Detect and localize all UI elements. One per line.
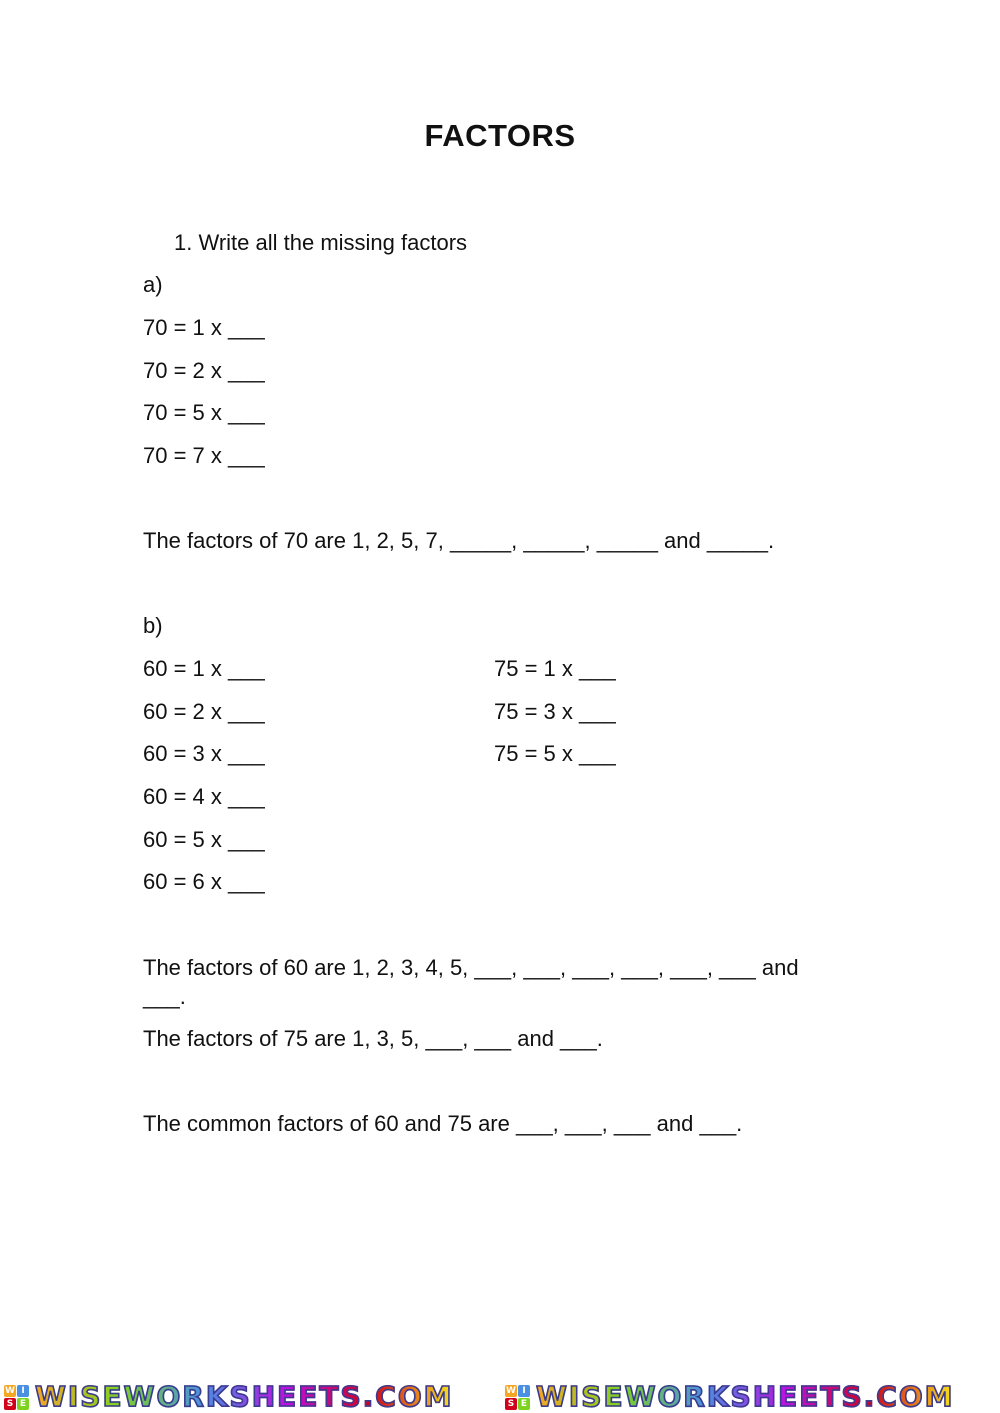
equation-60-5[interactable]: 60 = 5 x ___ [143,827,265,852]
equation-75-3[interactable]: 75 = 3 x ___ [494,699,616,724]
logo-mark-icon [505,1385,530,1410]
logo-mark-letter: I [518,1385,530,1397]
equation-75-1[interactable]: 75 = 1 x ___ [494,656,616,681]
logo-mark-icon [4,1385,29,1410]
equation-60-3[interactable]: 60 = 3 x ___ [143,741,265,766]
logo-mark-letter: E [518,1398,530,1410]
logo-text: WISEWORKSHEETS.COM [536,1380,955,1413]
factors-70-summary[interactable]: The factors of 70 are 1, 2, 5, 7, _____, _____, _____ and _____. [143,528,775,553]
part-a-label: a) [143,272,163,297]
logo-mark-letter: E [17,1398,29,1410]
logo-mark-letter: S [4,1398,16,1410]
factors-75-summary[interactable]: The factors of 75 are 1, 3, 5, ___, ___ and ___. [143,1026,603,1051]
instruction: 1. Write all the missing factors [174,230,468,255]
footer-logo-left [4,1382,454,1412]
equation-60-2[interactable]: 60 = 2 x ___ [143,699,265,724]
logo-mark-letter: I [17,1385,29,1397]
page-title: FACTORS [424,118,576,153]
equation-70-5[interactable]: 70 = 5 x ___ [143,400,265,425]
equation-70-7[interactable]: 70 = 7 x ___ [143,443,265,468]
part-b-label: b) [143,613,163,638]
equation-60-4[interactable]: 60 = 4 x ___ [143,784,265,809]
footer-logo-right [505,1382,955,1412]
equation-60-6[interactable]: 60 = 6 x ___ [143,869,265,894]
equation-70-2[interactable]: 70 = 2 x ___ [143,358,265,383]
equation-60-1[interactable]: 60 = 1 x ___ [143,656,265,681]
equation-70-1[interactable]: 70 = 1 x ___ [143,315,265,340]
factors-60-summary-line1[interactable]: The factors of 60 are 1, 2, 3, 4, 5, ___, ___, ___, ___, ___, ___ and [143,955,799,980]
footer-watermark [0,1374,1000,1413]
equation-75-5[interactable]: 75 = 5 x ___ [494,741,616,766]
logo-mark-letter: S [505,1398,517,1410]
logo-mark-letter: W [506,1385,516,1396]
logo-mark-letter: W [5,1385,15,1396]
factors-60-summary-line2[interactable]: ___. [143,984,186,1009]
logo-text: WISEWORKSHEETS.COM [35,1380,454,1413]
common-factors-summary[interactable]: The common factors of 60 and 75 are ___, ___, ___ and ___. [143,1111,743,1136]
